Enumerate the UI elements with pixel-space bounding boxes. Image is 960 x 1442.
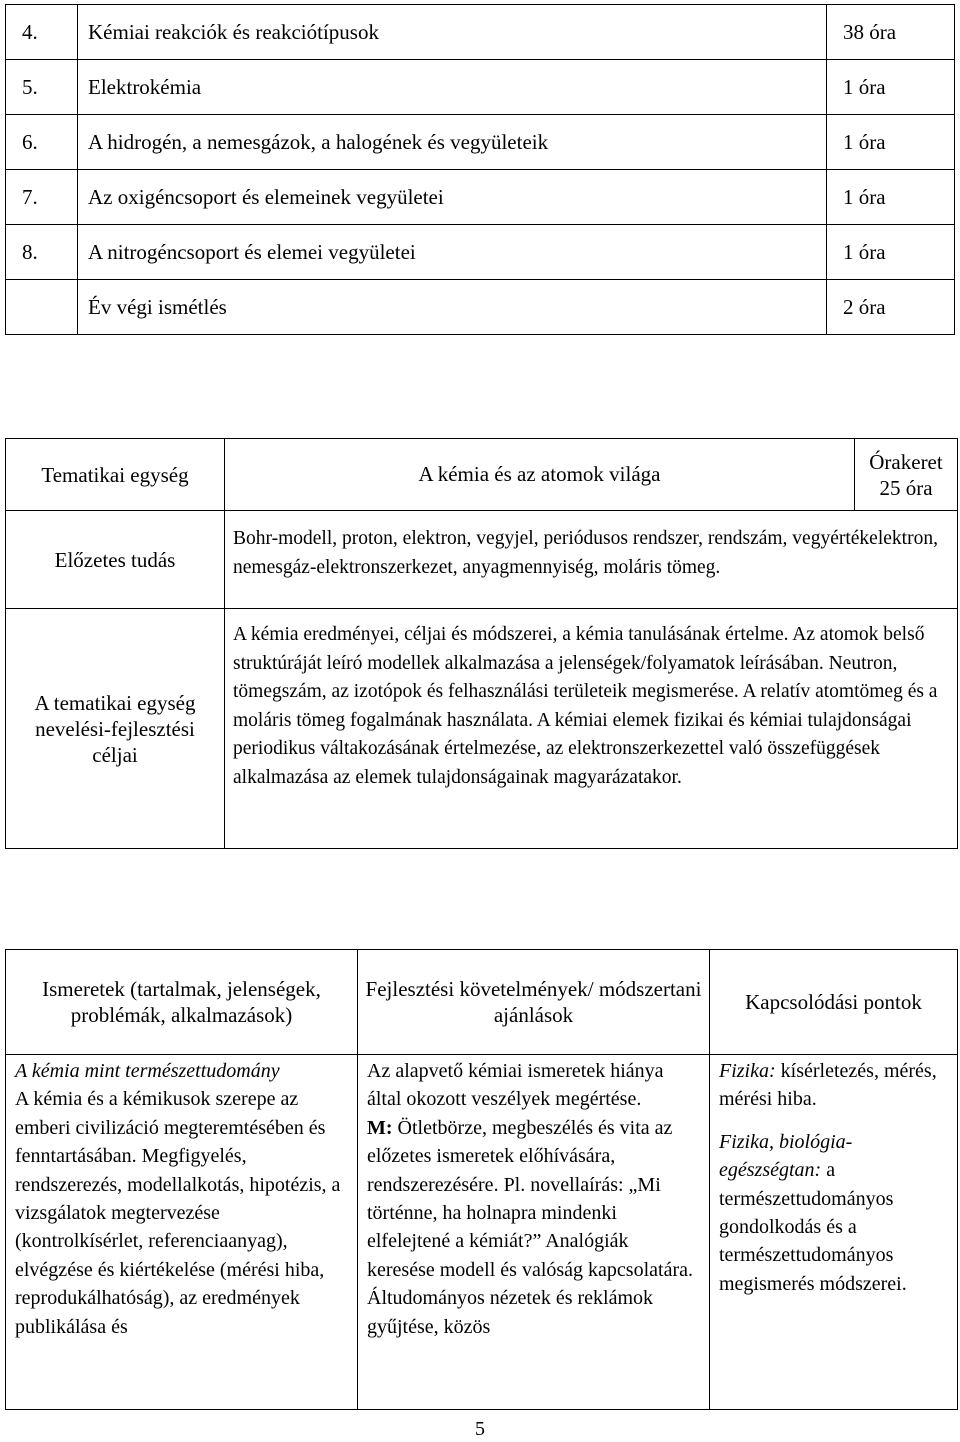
topic-row — [6, 115, 955, 170]
topic-name: A hidrogén, a nemesgázok, a halogének és vegyületeik — [78, 115, 827, 170]
prior-text: Bohr-modell, proton, elektron, vegyjel, periódusos rendszer, rendszám, vegyértékelektron, nemesgáz-elektronszerkezet, anyagmennyiség, moláris tömeg. — [225, 511, 958, 609]
thematic-unit-table — [5, 438, 958, 849]
unit-title: A kémia és az atomok világa — [225, 439, 855, 511]
connection-physics-biology-label: Fizika, biológia-egészségtan: — [719, 1130, 853, 1182]
topic-name: Elektrokémia — [78, 60, 827, 115]
unit-header-row — [6, 439, 958, 511]
topic-row — [6, 60, 955, 115]
connection-physics — [719, 1057, 948, 1114]
topic-name: Év végi ismétlés — [78, 280, 827, 335]
knowledge-text: A kémia és a kémikusok szerepe az emberi civilizáció megteremtésében és fenntartásában. Megfigyelés, rendszerezés, modellalkotás, hipotézis, a vizsgálatok megtervezése (kontrolkísérlet, referenciaanyag), elvégzése és kiértékelése (mérési hiba, reprodukálhatóság), az eredmények publikálása és — [15, 1088, 341, 1338]
hours-label: Órakeret — [869, 449, 943, 474]
topic-hours: 1 óra — [827, 115, 955, 170]
connection-physics-biology-text: a természettudományos gondolkodás és a természettudományos megismerés módszerei. — [719, 1159, 907, 1295]
header-requirements: Fejlesztési követelmények/ módszertani ajánlások — [358, 950, 710, 1055]
topic-row — [6, 280, 955, 335]
topic-number: 6. — [6, 115, 78, 170]
topics-table — [5, 4, 955, 335]
connection-physics-biology — [719, 1128, 948, 1298]
goals-row — [6, 609, 958, 849]
knowledge-cell — [6, 1055, 358, 1410]
page-number: 5 — [475, 1418, 485, 1440]
topic-hours: 2 óra — [827, 280, 955, 335]
topic-number: 7. — [6, 170, 78, 225]
unit-label: Tematikai egység — [6, 439, 225, 511]
prior-label: Előzetes tudás — [6, 511, 225, 609]
prior-knowledge-row — [6, 511, 958, 609]
method-label: M: — [367, 1116, 393, 1139]
topic-row — [6, 170, 955, 225]
header-knowledge: Ismeretek (tartalmak, jelenségek, problémák, alkalmazások) — [6, 950, 358, 1055]
topic-hours: 1 óra — [827, 225, 955, 280]
goals-label: A tematikai egység nevelési-fejlesztési céljai — [6, 609, 225, 849]
connections-cell — [710, 1055, 958, 1410]
content-body-row — [6, 1055, 958, 1410]
topic-hours: 38 óra — [827, 5, 955, 60]
goals-text: A kémia eredményei, céljai és módszerei, a kémia tanulásának értelme. Az atomok belső struktúráját leíró modellek alkalmazása a jelenségek/folyamatok leírásában. Neutron, tömegszám, az izotópok és felhasználási területeik megismerése. A relatív atomtömeg és a moláris tömeg fogalmának használata. A kémiai elemek fizikai és kémiai tulajdonságai periodikus váltakozásának értelmezése, az elektronszerkezettel való összefüggések alkalmazása az elemek tulajdonságainak magyarázatakor. — [225, 609, 958, 849]
unit-hours — [855, 439, 958, 511]
content-table — [5, 949, 958, 1410]
requirements-intro: Az alapvető kémiai ismeretek hiánya által okozott veszélyek megértése. — [367, 1060, 664, 1111]
topic-name: Az oxigéncsoport és elemeinek vegyületei — [78, 170, 827, 225]
content-header-row — [6, 950, 958, 1055]
connection-physics-text: kísérletezés, mérés, mérési hiba. — [719, 1060, 937, 1111]
connection-physics-label: Fizika: — [719, 1060, 776, 1082]
topic-number: 4. — [6, 5, 78, 60]
topic-row — [6, 225, 955, 280]
topic-hours: 1 óra — [827, 60, 955, 115]
topic-number — [6, 280, 78, 335]
hours-value: 25 óra — [879, 475, 933, 500]
requirements-cell — [358, 1055, 710, 1410]
knowledge-subtitle: A kémia mint természettudomány — [15, 1060, 280, 1082]
header-connections: Kapcsolódási pontok — [710, 950, 958, 1055]
topic-number: 8. — [6, 225, 78, 280]
topic-number: 5. — [6, 60, 78, 115]
topic-row — [6, 5, 955, 60]
topic-hours: 1 óra — [827, 170, 955, 225]
topic-name: A nitrogéncsoport és elemei vegyületei — [78, 225, 827, 280]
topic-name: Kémiai reakciók és reakciótípusok — [78, 5, 827, 60]
method-text: Ötletbörze, megbeszélés és vita az előzetes ismeretek előhívására, rendszerezésére. Pl. novellaírás: „Mi történne, ha holnapra mindenki elfelejtené a kémiát?” Analógiák keresése modell és valóság kapcsolatára. Áltudományos nézetek és reklámok gyűjtése, közös — [367, 1116, 693, 1338]
